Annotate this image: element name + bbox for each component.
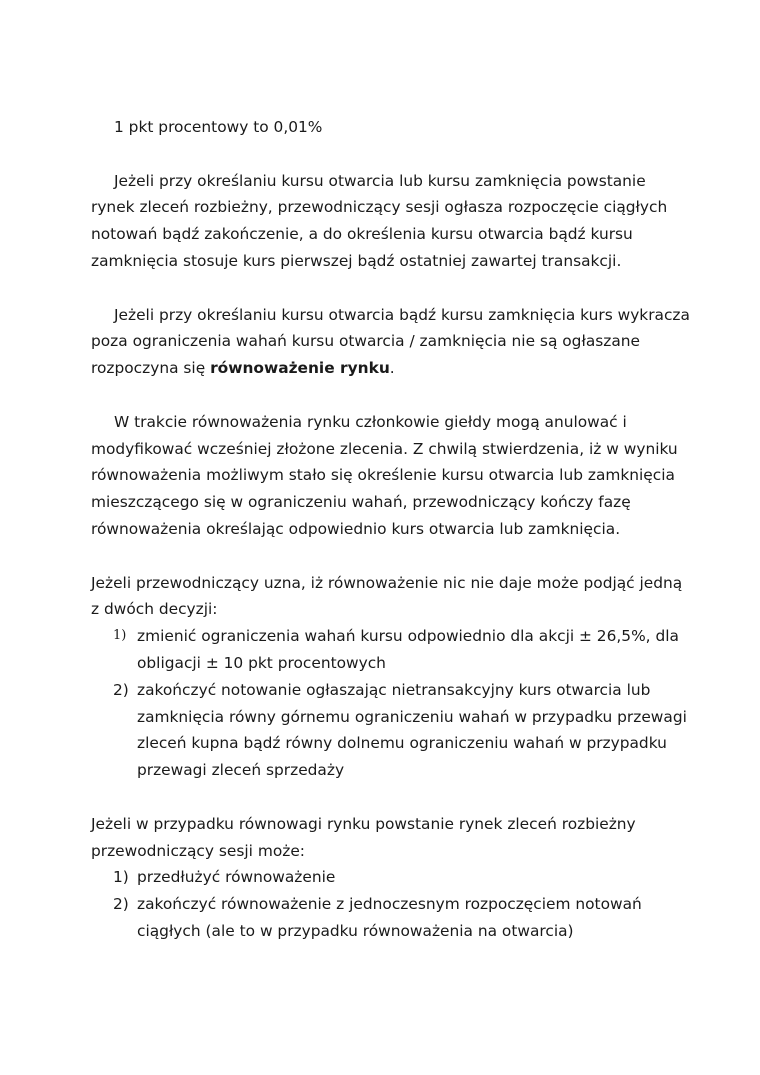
- list-item-text: zakończyć równoważenie z jednoczesnym rozpoczęciem notowań ciągłych (ale to w przypadku równoważenia na otwarcia): [137, 895, 642, 940]
- list-number: 1): [113, 628, 127, 644]
- list-item-text: zmienić ograniczenia wahań kursu odpowiednio dla akcji ± 26,5%, dla obligacji ± 10 pkt procentowych: [137, 627, 679, 672]
- spacer: [91, 275, 691, 302]
- list-item-text: przedłużyć równoważenie: [137, 868, 336, 887]
- document-page: [91, 114, 691, 945]
- list-number: 1): [113, 868, 129, 887]
- list-item: [91, 677, 691, 784]
- paragraph-market-balancing: [91, 302, 691, 382]
- paragraph-divergent-market: Jeżeli przy określaniu kursu otwarcia lub kursu zamknięcia powstanie rynek zleceń rozbieżny, przewodniczący sesji ogłasza rozpoczęcie ciągłych notowań bądź zakończenie, a do określenia kursu otwarcia bądź kursu zamknięcia stosuje kurs pierwszej bądź ostatniej zawartej transakcji.: [91, 171, 668, 270]
- list-number: 2): [113, 680, 129, 699]
- paragraph-end: .: [389, 359, 395, 378]
- paragraph-text: Jeżeli przy określaniu kursu otwarcia bądź kursu zamknięcia kurs wykracza poza ograniczenia wahań kursu otwarcia / zamknięcia nie są ogłaszane rozpoczyna się: [91, 305, 690, 378]
- paragraph-decisions-intro: Jeżeli przewodniczący uzna, iż równoważenie nic nie daje może podjąć jedną z dwóch decyzji:: [91, 573, 683, 619]
- bold-term: równoważenie rynku: [210, 359, 390, 378]
- spacer: [91, 543, 691, 570]
- chair-options-list: [91, 864, 691, 944]
- spacer: [91, 141, 691, 168]
- spacer: [91, 382, 691, 409]
- list-item: [91, 864, 691, 891]
- list-item: [91, 623, 691, 677]
- paragraph-balancing-process: W trakcie równoważenia rynku członkowie giełdy mogą anulować i modyfikować wcześniej złożone zlecenia. Z chwilą stwierdzenia, iż w wyniku równoważenia możliwym stało się określenie kursu otwarcia lub zamknięcia mieszczącego się w ograniczeniu wahań, przewodniczący kończy fazę równoważenia określając odpowiednio kurs otwarcia lub zamknięcia.: [91, 412, 678, 538]
- list-item: [91, 891, 691, 945]
- note-line: 1 pkt procentowy to 0,01%: [114, 118, 323, 136]
- list-number: 2): [113, 895, 129, 914]
- decisions-list: [91, 623, 691, 784]
- list-item-text: zakończyć notowanie ogłaszając nietransakcyjny kurs otwarcia lub zamknięcia równy górnemu ograniczeniu wahań w przypadku przewagi zleceń kupna bądź równy dolnemu ograniczeniu wahań w przypadku przewagi zleceń sprzedaży: [137, 680, 687, 780]
- paragraph-chair-options-intro: Jeżeli w przypadku równowagi rynku powstanie rynek zleceń rozbieżny przewodniczący sesji może:: [91, 814, 636, 860]
- spacer: [91, 784, 691, 811]
